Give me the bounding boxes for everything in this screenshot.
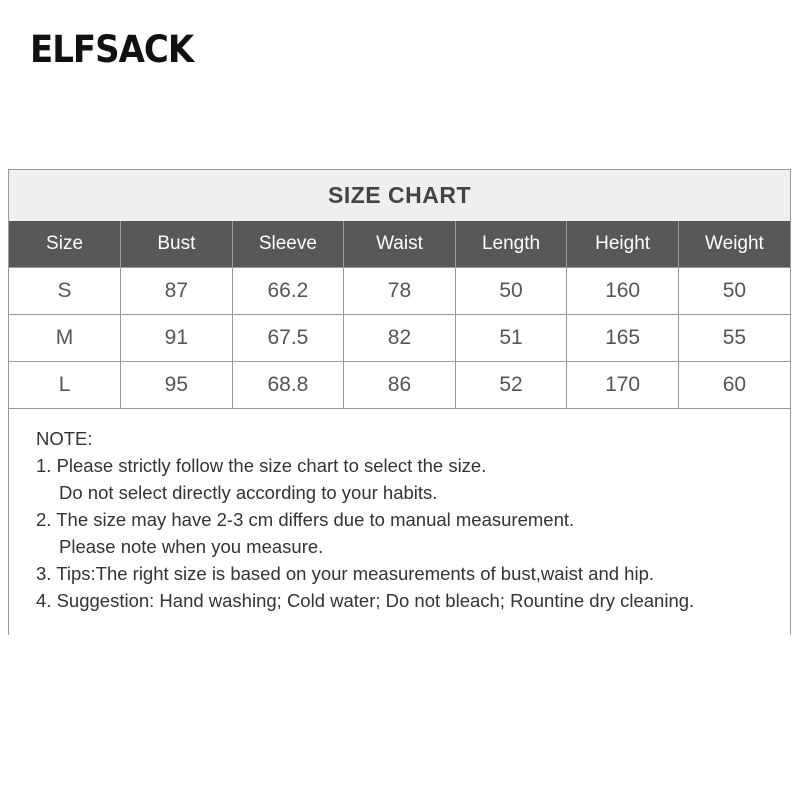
- table-cell: 165: [567, 315, 679, 362]
- table-cell: 160: [567, 268, 679, 315]
- table-cell: 55: [678, 315, 790, 362]
- table-cell: 50: [678, 268, 790, 315]
- table-cell: 67.5: [232, 315, 344, 362]
- header-cell: Waist: [344, 221, 456, 268]
- table-cell: 68.8: [232, 362, 344, 409]
- header-row: [9, 221, 790, 268]
- header-cell: Height: [567, 221, 679, 268]
- header-cell: Bust: [121, 221, 233, 268]
- table-cell: 51: [455, 315, 567, 362]
- note-line: Please note when you measure.: [59, 536, 324, 557]
- table-cell: 91: [121, 315, 233, 362]
- table-row: [9, 315, 790, 362]
- table-cell: M: [9, 315, 121, 362]
- note-line: 3. Tips:The right size is based on your measurements of bust,waist and hip.: [36, 563, 655, 584]
- note-line: Do not select directly according to your habits.: [59, 482, 438, 503]
- brand-logo: ELFSACK: [30, 28, 194, 72]
- table-cell: 52: [455, 362, 567, 409]
- table-cell: 95: [121, 362, 233, 409]
- note-line: 1. Please strictly follow the size chart to select the size.: [36, 455, 487, 476]
- header-cell: Weight: [678, 221, 790, 268]
- table-cell: 170: [567, 362, 679, 409]
- header-cell: Sleeve: [232, 221, 344, 268]
- header-cell: Length: [455, 221, 567, 268]
- table-cell: 78: [344, 268, 456, 315]
- notes: [9, 409, 790, 614]
- table-row: [9, 268, 790, 315]
- note-line: NOTE:: [36, 428, 93, 449]
- table-cell: 86: [344, 362, 456, 409]
- size-chart: [8, 169, 791, 635]
- table-row: [9, 362, 790, 409]
- note-line: 4. Suggestion: Hand washing; Cold water; Do not bleach; Rountine dry cleaning.: [36, 590, 695, 611]
- table-cell: L: [9, 362, 121, 409]
- table-cell: S: [9, 268, 121, 315]
- table-cell: 50: [455, 268, 567, 315]
- table-cell: 66.2: [232, 268, 344, 315]
- size-table: [9, 221, 790, 409]
- note-line: 2. The size may have 2-3 cm differs due to manual measurement.: [36, 509, 575, 530]
- table-cell: 87: [121, 268, 233, 315]
- table-cell: 60: [678, 362, 790, 409]
- chart-title: SIZE CHART: [9, 170, 790, 221]
- table-cell: 82: [344, 315, 456, 362]
- header-cell: Size: [9, 221, 121, 268]
